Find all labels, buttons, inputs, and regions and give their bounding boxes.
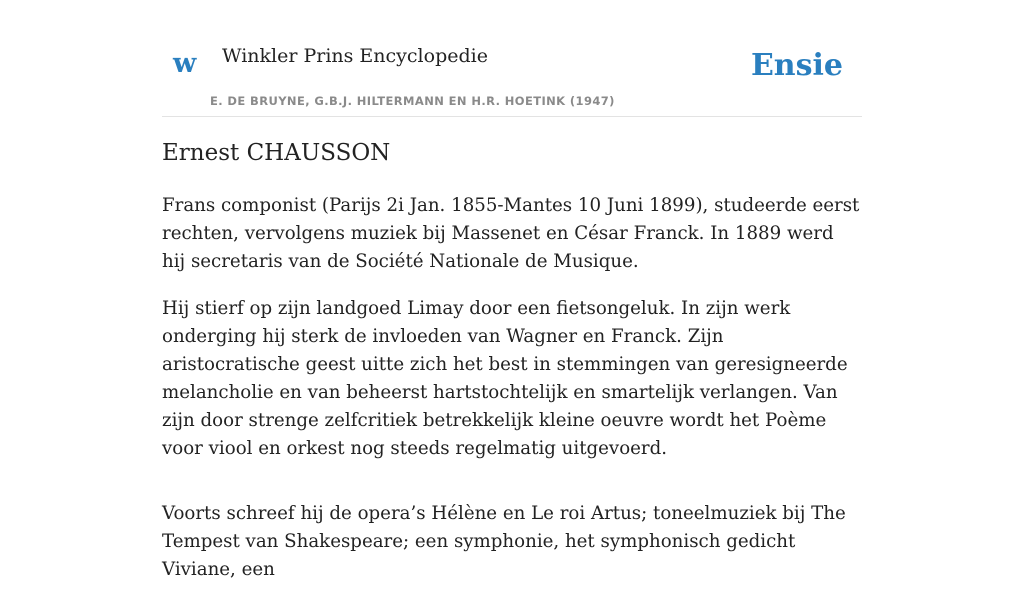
page: [162, 0, 862, 580]
article-title: Ernest CHAUSSON: [162, 140, 391, 166]
article-paragraph: Voorts schreef hij de opera’s Hélène en Le roi Artus; toneelmuziek bij The Tempest van Shakespeare; een symphonie, het symphonisch gedicht Viviane, een: [162, 503, 846, 580]
article-body: [162, 192, 862, 603]
site-title[interactable]: Winkler Prins Encyclopedie: [222, 45, 488, 67]
edition-authors: E. DE BRUYNE, G.B.J. HILTERMANN EN H.R. HOETINK (1947): [210, 94, 615, 108]
ensie-brand-link[interactable]: Ensie: [750, 48, 843, 83]
encyclopedia-logo-icon[interactable]: w: [173, 48, 197, 79]
article-paragraph: Hij stierf op zijn landgoed Limay door een fietsongeluk. In zijn werk onderging hij sterk de invloeden van Wagner en Franck. Zijn aristocratische geest uitte zich het best in stemmingen van geresigneerde melancholie en van beheerst hartstochtelijk en smartelijk verlangen. Van zijn door strenge zelfcritiek betrekkelijk kleine oeuvre wordt het Poème voor viool en orkest nog steeds regelmatig uitgevoerd.: [162, 298, 848, 459]
site-header: [162, 0, 862, 117]
article-paragraph: Frans componist (Parijs 2i Jan. 1855-Mantes 10 Juni 1899), studeerde eerst rechten, vervolgens muziek bij Massenet en César Franck. In 1889 werd hij secretaris van de Société Nationale de Musique.: [162, 195, 860, 272]
